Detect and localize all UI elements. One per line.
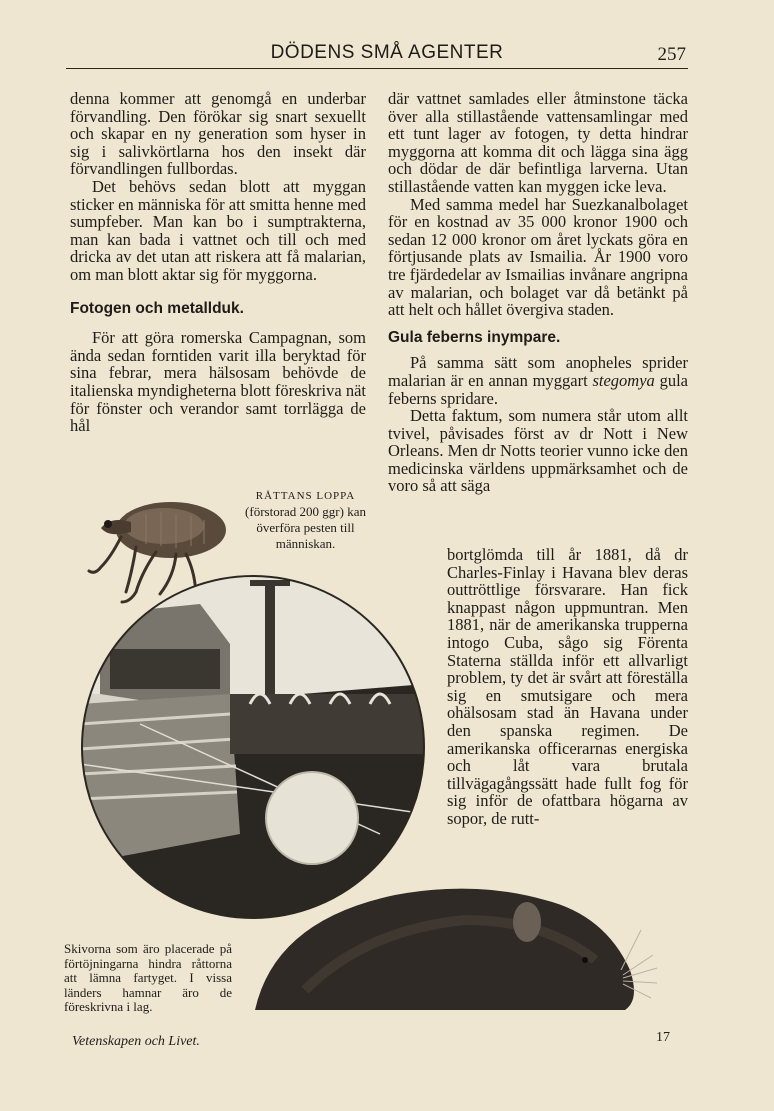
left-column bbox=[70, 90, 366, 435]
para3-text-b: gula feberns spridare. bbox=[388, 370, 688, 408]
right-paragraph-4: Detta faktum, som numera står utom allt tvivel, påvisades först av dr Nott i New Orleans. Men dr Notts teorier vunno icke den medicinska världens uppmärksamhet och de voro så att säga bbox=[388, 406, 688, 496]
sheet-number: 17 bbox=[656, 1030, 670, 1045]
page-number: 257 bbox=[657, 44, 686, 65]
flea-caption-text: (förstorad 200 ggr) kan överföra pesten till människan. bbox=[245, 504, 366, 551]
photo-caption: Skivorna som äro placerade på förtöjningarna hindra råttorna att lämna fartyget. I vissa länders hamnar äro de föreskrivna i lag. bbox=[64, 941, 232, 1014]
para3-text-a: På samma sätt som anopheles sprider malarian är en annan myggart bbox=[388, 353, 688, 390]
section-heading-fotogen: Fotogen och metallduk. bbox=[70, 299, 244, 317]
right-paragraph-1: där vattnet samlades eller åtminstone täcka över alla stillastående vattensamlingar med ett tunt lager av fotogen, ty detta hindrar myggorna att komma dit och lägga sina ägg och dödar de där befintliga larverna. Utan stillastående vatten kan myggen icke leva. bbox=[388, 89, 688, 196]
para3-italic: stegomya bbox=[592, 370, 655, 390]
left-paragraph-2: Det behövs sedan blott att myggan sticker en människa för att smitta henne med sumpfeber. Man kan bo i sumptrakterna, man kan bada i vattnet och till och med dricka av det utan att riskera att få malarian, om man blott aktar sig för myggorna. bbox=[70, 176, 366, 284]
section-heading-gula-feber: Gula feberns inympare. bbox=[388, 328, 561, 346]
right-paragraph-3 bbox=[388, 354, 688, 407]
right-column bbox=[388, 90, 688, 495]
left-paragraph-3: För att göra romerska Campagnan, som ända sedan forntiden varit illa beryktad för sina febrar, mera hälsosam behövde de italienska myndigheterna blott föreskriva nät för fönster och verandor samt torrlägga de hål bbox=[70, 328, 366, 436]
right-paragraph-2: Med samma medel har Suezkanalbolaget för en kostnad av 35 000 kronor 1900 och sedan 12 000 kronor om året lyckats göra en förtjusande plats av Ismailia. År 1900 voro tre fjärdedelar av Ismailias invånare angripna av malarian, och bolaget var då betänkt på att helt och hållet övergiva staden. bbox=[388, 194, 688, 320]
journal-footer: Vetenskapen och Livet. bbox=[72, 1034, 200, 1049]
header-rule bbox=[66, 68, 688, 69]
running-header: DÖDENS SMÅ AGENTER bbox=[270, 42, 504, 63]
right-column-continuation bbox=[447, 546, 688, 828]
rat-illustration bbox=[245, 860, 665, 1020]
flea-caption bbox=[243, 488, 368, 552]
flea-caption-title: RÅTTANS LOPPA bbox=[255, 490, 356, 502]
left-paragraph-1: denna kommer att genomgå en underbar förvandling. Den förökar sig snart sexuellt och skapar en ny generation som hyser in sig i salivkörtlarna hos den insekt där förvandlingen fullbordas. bbox=[70, 89, 366, 179]
right-paragraph-4-continued: bortglömda till år 1881, då dr Charles-Finlay i Havana blev deras outtröttlige försvarare. Han fick knappast någon uppmuntran. Men 1881, när de amerikanska trupperna intogo Cuba, sågo sig Förenta Staterna ställda inför ett allvarligt problem, ty det är svårt att föreställa sig en smutsigare och mera ohälsosam stad än Havana under den spanska regimen. De amerikanska officerarnas energiska och låt vara brutala tillvägagångssätt hade fullt fog för sig inför de ofattbara högarna av sopor, de rutt- bbox=[447, 545, 688, 828]
